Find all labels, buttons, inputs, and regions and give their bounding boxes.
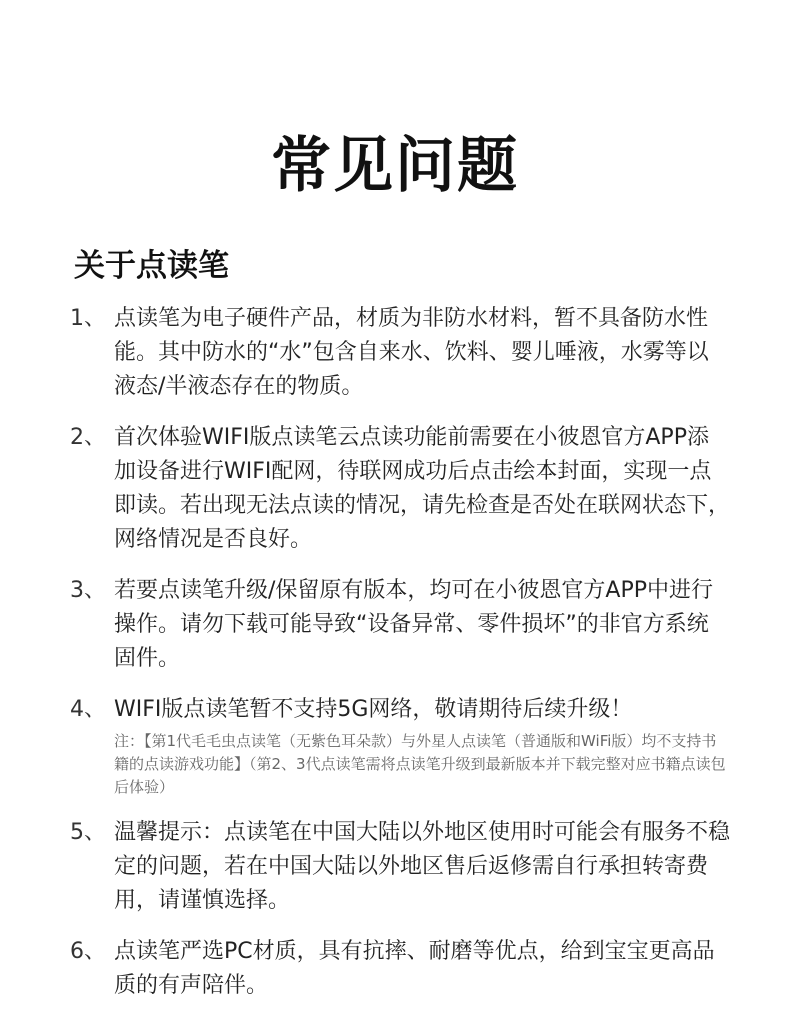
faq-body — [114, 574, 730, 676]
faq-item-3 — [70, 574, 730, 676]
faq-text: 点读笔严选PC材质，具有抗摔、耐磨等优点，给到宝宝更高品质的有声陪伴。 — [114, 939, 715, 998]
faq-text: WIFI版点读笔暂不支持5G网络，敬请期待后续升级！ — [114, 697, 633, 722]
faq-item-6 — [70, 935, 730, 1003]
faq-number: 6、 — [70, 939, 106, 964]
faq-body — [114, 816, 730, 918]
faq-body — [114, 693, 730, 799]
faq-item-2 — [70, 421, 730, 557]
page-title: 常见问题 — [271, 131, 519, 201]
faq-text: 温馨提示：点读笔在中国大陆以外地区使用时可能会有服务不稳定的问题，若在中国大陆以外地区售后返修需自行承担转寄费用，请谨慎选择。 — [114, 820, 731, 913]
faq-number: 2、 — [70, 425, 106, 450]
faq-text: 首次体验WIFI版点读笔云点读功能前需要在小彼恩官方APP添加设备进行WIFI配网，待联网成功后点击绘本封面，实现一点即读。若出现无法点读的情况，请先检查是否处在联网状态下，网络情况是否良好。 — [114, 425, 731, 552]
faq-body — [114, 302, 730, 404]
faq-list — [70, 302, 730, 1020]
section-heading: 关于点读笔 — [74, 248, 229, 284]
faq-item-5 — [70, 816, 730, 918]
faq-item-4 — [70, 693, 730, 799]
faq-number: 3、 — [70, 578, 106, 603]
faq-body — [114, 935, 730, 1003]
faq-number: 4、 — [70, 697, 106, 722]
faq-number: 1、 — [70, 306, 106, 331]
faq-text: 若要点读笔升级/保留原有版本，均可在小彼恩官方APP中进行操作。请勿下载可能导致“设备异常、零件损坏”的非官方系统固件。 — [114, 578, 713, 671]
faq-text: 点读笔为电子硬件产品，材质为非防水材料，暂不具备防水性能。其中防水的“水”包含自来水、饮料、婴儿唾液，水雾等以液态/半液态存在的物质。 — [114, 306, 709, 399]
faq-note: 注：【第1代毛毛虫点读笔（无紫色耳朵款）与外星人点读笔（普通版和WiFi版）均不支持书籍的点读游戏功能】（第2、3代点读笔需将点读笔升级到最新版本并下载完整对应书籍点读包后体验） — [114, 732, 726, 796]
faq-number: 5、 — [70, 820, 106, 845]
faq-item-1 — [70, 302, 730, 404]
faq-body — [114, 421, 730, 557]
